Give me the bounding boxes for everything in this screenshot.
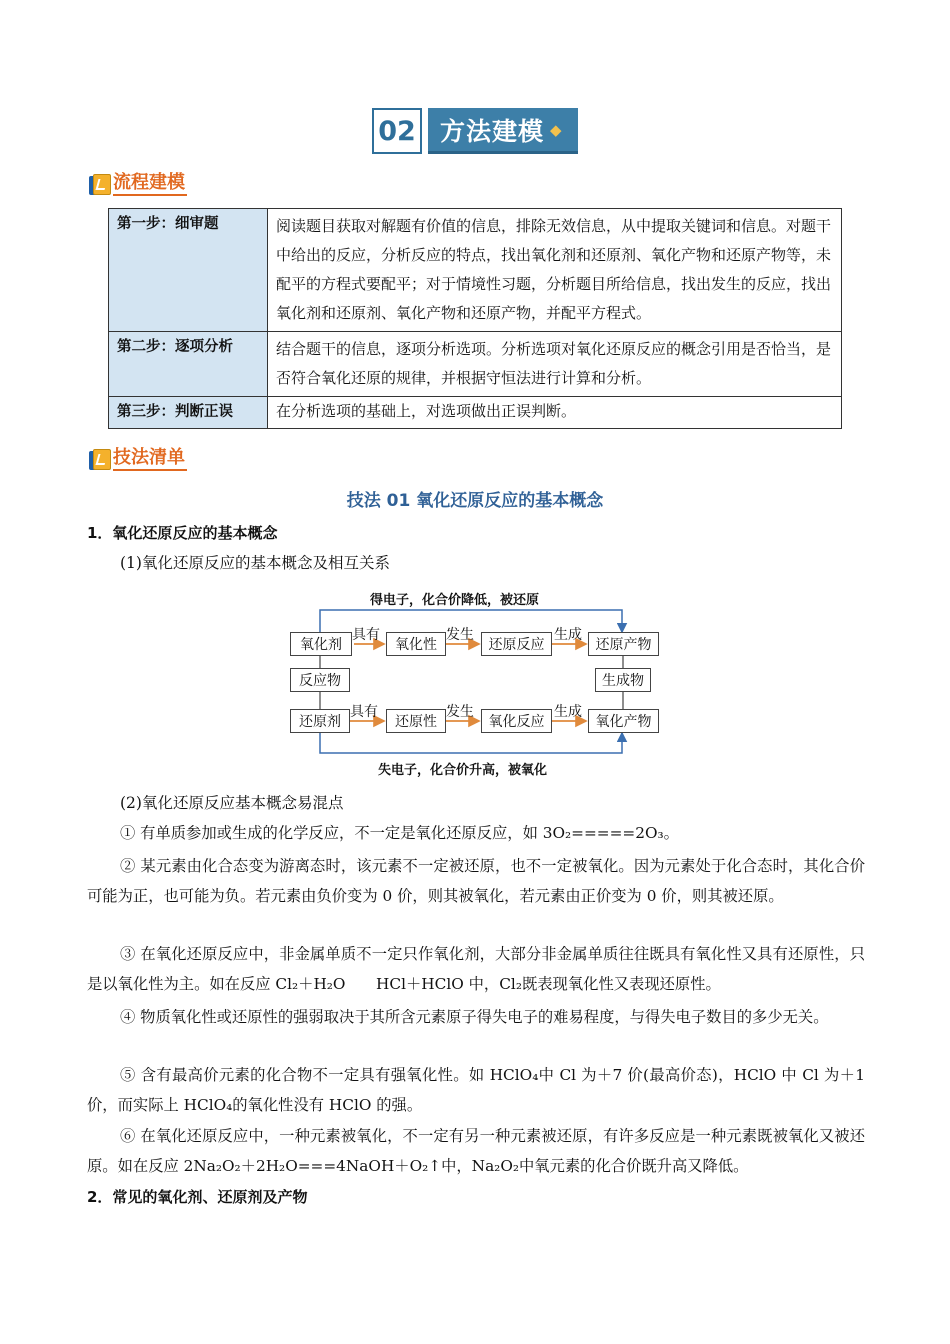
section-banner <box>372 108 578 154</box>
bottom-loop-arrow <box>320 732 622 753</box>
table-row <box>109 397 842 429</box>
arrow-label-has: 具有 <box>352 627 380 643</box>
banner-title <box>428 108 578 154</box>
point-6: ⑥ 在氧化还原反应中，一种元素被氧化，不一定有另一种元素被还原，有许多反应是一种元素既被氧化又被还原。如在反应 2Na₂O₂＋2H₂O===4NaOH＋O₂↑中，Na₂O₂中氧元素的化合价既升高又降低。 <box>87 1127 865 1175</box>
table-row <box>109 209 842 332</box>
banner-number: 02 <box>372 108 422 154</box>
top-flow-label: 得电子，化合价降低，被还原 <box>370 593 540 608</box>
point-5: ⑤ 含有最高价元素的化合物不一定具有强氧化性。如 HClO₄中 Cl 为＋7 价(最高价态)，HClO 中 Cl 为＋1 价，而实际上 HClO₄的氧化性没有 HClO 的强。 <box>87 1066 865 1114</box>
point-4: ④ 物质氧化性或还原性的强弱取决于其所含元素原子得失电子的难易程度，与得失电子数目的多少无关。 <box>120 1008 829 1026</box>
step-text: 在分析选项的基础上，对选项做出正误判断。 <box>268 397 842 429</box>
box-reduction-reaction: 还原反应 <box>481 632 552 656</box>
step-label: 第二步：逐项分析 <box>109 332 268 397</box>
box-oxidation-product: 氧化产物 <box>588 709 659 733</box>
arrow-label-produce: 生成 <box>554 627 582 643</box>
arrow-label-undergo: 发生 <box>446 627 474 643</box>
steps-table <box>108 208 842 429</box>
point-3: ③ 在氧化还原反应中，非金属单质不一定只作氧化剂，大部分非金属单质往往既具有氧化性又具有还原性，只是以氧化性为主。如在反应 Cl₂＋H₂O HCl＋HClO 中，Cl₂既表现氧化性又表现还原性。 <box>87 945 865 993</box>
box-reactant: 反应物 <box>290 668 350 692</box>
diamond-icon: ◆ <box>550 120 563 139</box>
subheading-confusions: (2)氧化还原反应基本概念易混点 <box>120 794 344 812</box>
technique-title: 技法 01 氧化还原反应的基本概念 <box>346 491 604 511</box>
section-heading-tips-text: 技法清单 <box>113 447 187 471</box>
heading-common-agents: 2．常见的氧化剂、还原剂及产物 <box>87 1188 308 1206</box>
box-reducing-property: 还原性 <box>386 709 446 733</box>
step-text: 阅读题目获取对解题有价值的信息，排除无效信息，从中提取关键词和信息。对题干中给出的反应，分析反应的特点，找出氧化剂和还原剂、氧化产物和还原产物等，未配平的方程式要配平；对于情境性习题，分析题目所给信息，找出发生的反应，找出氧化剂和还原剂、氧化产物和还原产物，并配平方程式。 <box>268 209 842 332</box>
section-heading-flow-text: 流程建模 <box>113 172 187 196</box>
section-heading-flow <box>89 172 187 196</box>
arrow-label-undergo: 发生 <box>446 704 474 720</box>
point-2: ② 某元素由化合态变为游离态时，该元素不一定被还原，也不一定被氧化。因为元素处于化合态时，其化合价可能为正，也可能为负。若元素由负价变为 0 价，则其被氧化，若元素由正价变为 0 价，则其被还原。 <box>87 857 865 905</box>
banner-title-text: 方法建模 <box>440 116 545 146</box>
step-label: 第三步：判断正误 <box>109 397 268 429</box>
heading-basic-concepts: 1．氧化还原反应的基本概念 <box>87 524 278 542</box>
notebook-icon <box>89 174 111 196</box>
box-product: 生成物 <box>595 668 651 692</box>
arrow-label-produce: 生成 <box>554 704 582 720</box>
step-label: 第一步：细审题 <box>109 209 268 332</box>
subheading-relations: (1)氧化还原反应的基本概念及相互关系 <box>120 554 390 572</box>
table-row <box>109 332 842 397</box>
concept-diagram <box>270 586 690 782</box>
point-1: ① 有单质参加或生成的化学反应，不一定是氧化还原反应，如 3O₂=====2O₃。 <box>120 824 679 842</box>
box-oxidant: 氧化剂 <box>290 632 352 656</box>
section-heading-tips <box>89 447 187 471</box>
box-reductant: 还原剂 <box>290 709 350 733</box>
box-oxidizing-property: 氧化性 <box>386 632 446 656</box>
step-text: 结合题干的信息，逐项分析选项。分析选项对氧化还原反应的概念引用是否恰当，是否符合氧化还原的规律，并根据守恒法进行计算和分析。 <box>268 332 842 397</box>
box-reduction-product: 还原产物 <box>588 632 659 656</box>
arrow-label-has: 具有 <box>350 704 378 720</box>
box-oxidation-reaction: 氧化反应 <box>481 709 552 733</box>
notebook-icon <box>89 449 111 471</box>
bottom-flow-label: 失电子，化合价升高，被氧化 <box>378 763 548 778</box>
